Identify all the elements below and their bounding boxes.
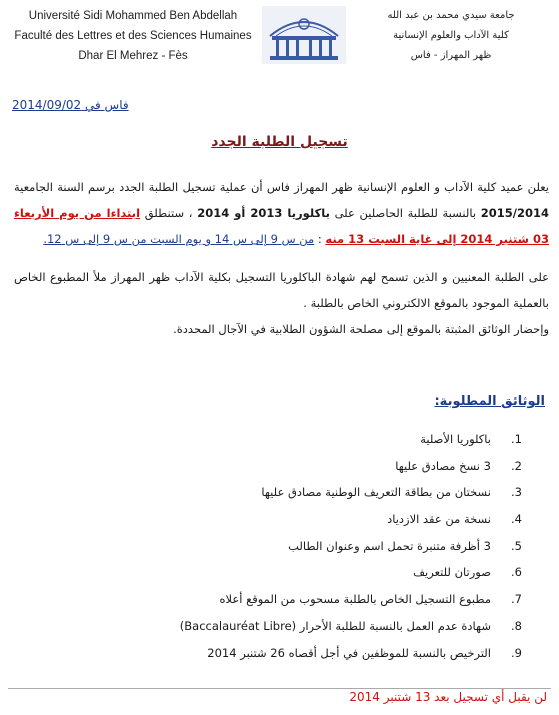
university-logo-icon bbox=[262, 6, 346, 64]
deadline-notice: لن يقبل أي تسجيل بعد 13 شتنبر 2014 bbox=[349, 690, 547, 704]
list-number: 4. bbox=[511, 512, 522, 527]
required-documents-list bbox=[28, 426, 533, 666]
paragraph-text: ، ستنطلق bbox=[140, 206, 198, 220]
list-item-text: نسختان من بطاقة التعريف الوطنية مصادق عليها bbox=[261, 485, 491, 500]
city-ar: ظهر المهراز - فاس bbox=[410, 50, 492, 61]
faculty-name-fr: Faculté des Lettres et des Sciences Humaines bbox=[14, 30, 252, 42]
list-item bbox=[28, 613, 533, 640]
list-item bbox=[28, 453, 533, 480]
university-name-fr: Université Sidi Mohammed Ben Abdellah bbox=[28, 10, 238, 22]
required-documents-heading: الوثائق المطلوبة: bbox=[434, 394, 545, 409]
page-title: تسجيل الطلبة الجدد bbox=[211, 134, 348, 150]
list-item-text: 3 نسخ مصادق عليها bbox=[395, 458, 491, 473]
bac-years: باكلوريا 2013 أو 2014 bbox=[197, 206, 330, 220]
list-item bbox=[28, 533, 533, 560]
instructions-line: وإحضار الوثائق المثبتة بالموقع إلى مصلحة الشؤون الطلابية في الآجال المحددة. bbox=[173, 322, 549, 336]
list-item bbox=[28, 640, 533, 667]
list-number: 2. bbox=[511, 458, 522, 473]
header-french bbox=[8, 6, 258, 66]
list-item bbox=[28, 426, 533, 453]
registration-dates: ابتداءا من يوم الأربعاء 03 شتنبر 2014 إلى غاية السبت 13 منه bbox=[14, 206, 549, 246]
list-item-text: مطبوع التسجيل الخاص بالطلبة مسحوب من الموقع أعلاه bbox=[219, 592, 491, 607]
header-arabic bbox=[351, 6, 551, 66]
registration-hours: من س 9 إلى س 14 و يوم السبت من س 9 إلى س 12. bbox=[43, 232, 315, 246]
list-item-text: الترخيص بالنسبة للموظفين في أجل أقصاه 26 شتنبر 2014 bbox=[207, 645, 491, 660]
list-number: 1. bbox=[511, 432, 522, 446]
paragraph-text: بالنسبة للطلبة الحاصلين على bbox=[329, 206, 481, 220]
list-item bbox=[28, 586, 533, 613]
list-number: 9. bbox=[511, 645, 522, 660]
faculty-name-ar: كلية الآداب والعلوم الإنسانية bbox=[393, 30, 509, 41]
list-item-text: باكلوريا الأصلية bbox=[420, 432, 491, 446]
paragraph-text: يعلن عميد كلية الآداب و العلوم الإنسانية ظهر المهراز فاس أن عملية تسجيل الطلبة الجدد برسم السنة الجامعية bbox=[14, 180, 549, 194]
paragraph-text: : bbox=[314, 232, 326, 246]
list-number: 5. bbox=[511, 538, 522, 553]
list-item-text: نسخة من عقد الازدياد bbox=[387, 512, 491, 527]
announcement-paragraph bbox=[14, 174, 549, 252]
list-number: 8. bbox=[511, 618, 522, 633]
city-fr: Dhar El Mehrez - Fès bbox=[78, 50, 188, 62]
list-item bbox=[28, 479, 533, 506]
list-item-text: 3 أظرفة متنبرة تحمل اسم وعنوان الطالب bbox=[288, 538, 491, 553]
university-name-ar: جامعة سيدي محمد بن عبد الله bbox=[387, 10, 515, 21]
footer-divider bbox=[8, 688, 551, 689]
academic-year: 2015/2014 bbox=[480, 206, 549, 220]
list-number: 3. bbox=[511, 485, 522, 500]
list-item bbox=[28, 506, 533, 533]
list-item bbox=[28, 559, 533, 586]
instructions-line: على الطلبة المعنيين و الذين تسمح لهم شهادة الباكلوريا التسجيل بكلية الآداب ظهر المهراز ملأ المطبوع الخاص بالعملية الموجود بالموقع الالكتروني الخاص بالطلبة . bbox=[14, 270, 549, 310]
list-item-text: شهادة عدم العمل بالنسبة للطلبة الأحرار (Baccalauréat Libre) bbox=[179, 618, 491, 633]
instructions-paragraph bbox=[14, 264, 549, 342]
list-item-text: صورتان للتعريف bbox=[413, 565, 491, 580]
list-number: 7. bbox=[511, 592, 522, 607]
list-number: 6. bbox=[511, 565, 522, 580]
document-date: فاس في 2014/09/02 bbox=[12, 98, 129, 112]
